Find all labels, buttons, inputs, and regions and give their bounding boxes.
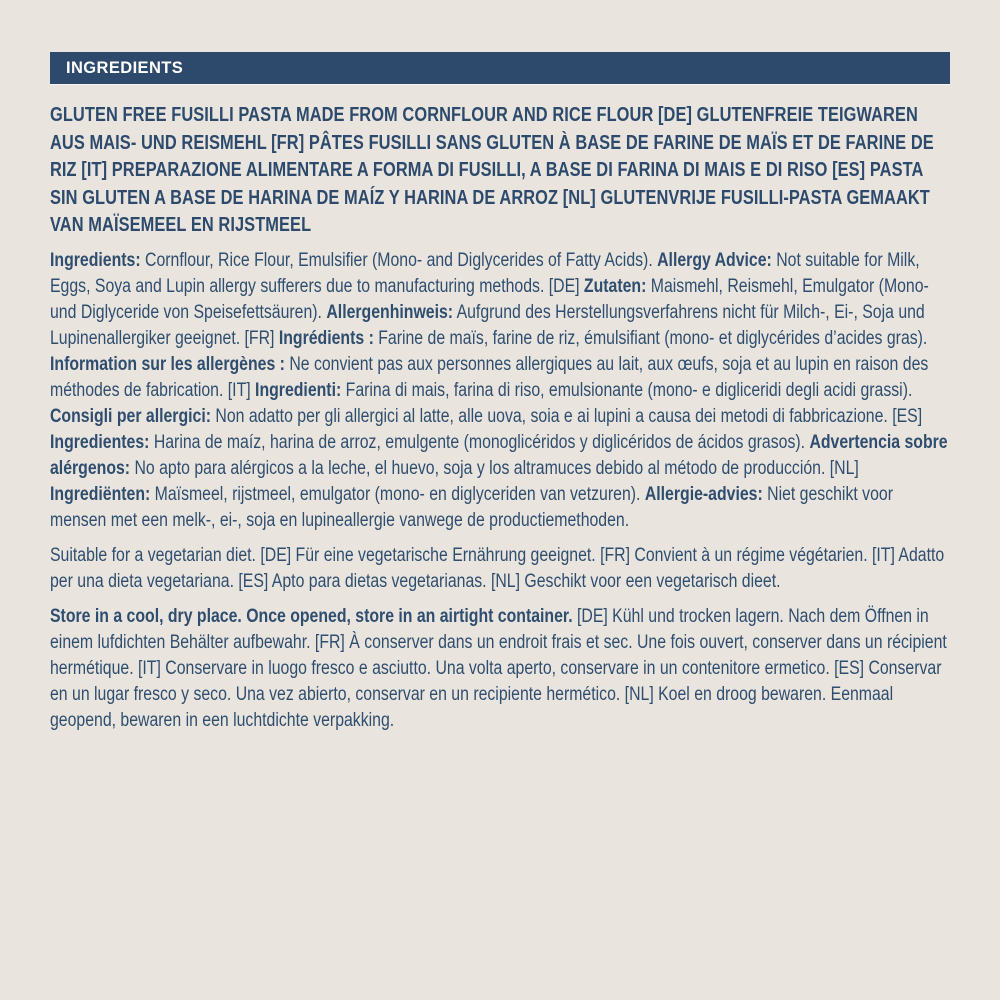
product-title-block: [50, 101, 950, 239]
product-title: GLUTEN FREE FUSILLI PASTA MADE FROM CORNFLOUR AND RICE FLOUR [DE] GLUTENFREIE TEIGWAREN AUS MAIS- UND REISMEHL [FR] PÂTES FUSILLI SANS GLUTEN À BASE DE FARINE DE MAÏS ET DE FARINE DE RIZ [IT] PREPARAZIONE ALIMENTARE A FORMA DI FUSILLI, A BASE DI FARINA DI MAIS E DI RISO [ES] PASTA SIN GLUTEN A BASE DE HARINA DE MAÍZ Y HARINA DE ARROZ [NL] GLUTENVRIJE FUSILLI-PASTA GEMAAKT VAN MAÏSEMEEL EN RIJSTMEEL: [50, 103, 934, 236]
ingredients-header-title: INGREDIENTS: [66, 58, 184, 77]
ingredients-and-allergy-paragraph-segment: Zutaten:: [583, 275, 647, 297]
ingredients-and-allergy-paragraph-segment: Farine de maïs, farine de riz, émulsifiant (mono- et diglycérides d’acides gras).: [373, 327, 928, 349]
ingredients-and-allergy-paragraph-segment: Allergy Advice:: [657, 249, 772, 271]
ingredients-and-allergy-paragraph-segment: Ne convient pas aux personnes allergiques au lait, aux œufs, soja et au lupin en raison des méthodes de fabrication. [IT]: [50, 353, 929, 401]
ingredients-and-allergy-paragraph-segment: No apto para alérgicos a la leche, el huevo, soja y los altramuces debido al método de producción. [NL]: [130, 457, 859, 479]
ingredients-and-allergy-paragraph-segment: Ingrédients :: [278, 327, 374, 349]
storage-paragraph-segment: [DE] Kühl und trocken lagern. Nach dem Öffnen in einem lufdichten Behälter aufbewahr. [FR] À conserver dans un endroit frais et sec. Une fois ouvert, conserver dans un récipient hermétique. [IT] Conservare in luogo fresco e asciutto. Una volta aperto, conservare in un contenitore ermetico. [ES] Conservar en un lugar fresco y seco. Una vez abierto, conservar en un recipiente hermético. [NL] Koel en droog bewaren. Eenmaal geopend, bewaren in een luchtdichte verpakking.: [50, 605, 947, 731]
ingredients-label: [50, 52, 950, 734]
ingredients-and-allergy-paragraph-segment: Allergie-advies:: [644, 483, 763, 505]
ingredients-and-allergy-paragraph-segment: Information sur les allergènes :: [50, 353, 285, 375]
ingredients-and-allergy-paragraph-segment: Non adatto per gli allergici al latte, alle uova, soia e ai lupini a causa dei metodi di fabbricazione. [ES]: [211, 405, 923, 427]
ingredients-and-allergy-paragraph-segment: Ingrediënten:: [50, 483, 151, 505]
label-paragraphs: [50, 248, 950, 734]
ingredients-and-allergy-paragraph-segment: Niet geschikt voor mensen met een melk-, ei-, soja en lupineallergie vanwege de productiemethoden.: [50, 483, 893, 531]
ingredients-and-allergy-paragraph-segment: Maismehl, Reismehl, Emulgator (Mono- und Diglyceride von Speisefettsäuren).: [50, 275, 929, 323]
ingredients-and-allergy-paragraph-segment: Cornflour, Rice Flour, Emulsifier (Mono- and Diglycerides of Fatty Acids).: [140, 249, 658, 271]
ingredients-and-allergy-paragraph-segment: Ingredientes:: [50, 431, 150, 453]
ingredients-and-allergy-paragraph-segment: Farina di mais, farina di riso, emulsionante (mono- e digliceridi degli acidi grassi).: [341, 379, 913, 401]
ingredients-and-allergy-paragraph-segment: Allergenhinweis:: [326, 301, 454, 323]
ingredients-and-allergy-paragraph-segment: Ingredients:: [50, 249, 141, 271]
ingredients-and-allergy-paragraph-segment: Maïsmeel, rijstmeel, emulgator (mono- en diglyceriden van vetzuren).: [150, 483, 645, 505]
ingredients-and-allergy-paragraph-segment: Ingredienti:: [255, 379, 342, 401]
ingredients-and-allergy-paragraph-segment: Advertencia sobre alérgenos:: [50, 431, 948, 479]
storage-paragraph-segment: Store in a cool, dry place. Once opened, store in an airtight container.: [50, 605, 573, 627]
ingredients-and-allergy-paragraph-segment: Harina de maíz, harina de arroz, emulgente (monoglicéridos y diglicéridos de ácidos grasos).: [149, 431, 810, 453]
vegetarian-paragraph: [50, 543, 950, 595]
ingredients-and-allergy-paragraph-segment: Consigli per allergici:: [50, 405, 212, 427]
ingredients-and-allergy-paragraph: [50, 248, 950, 534]
ingredients-and-allergy-paragraph-segment: Aufgrund des Herstellungsverfahrens nicht für Milch-, Ei-, Soja und Lupinenallergiker geeignet. [FR]: [50, 301, 925, 349]
storage-paragraph: [50, 604, 950, 734]
ingredients-and-allergy-paragraph-segment: Not suitable for Milk, Eggs, Soya and Lupin allergy sufferers due to manufacturing methods. [DE]: [50, 249, 920, 297]
vegetarian-paragraph-segment: Suitable for a vegetarian diet. [DE] Für eine vegetarische Ernährung geeignet. [FR] Convient à un régime végétarien. [IT] Adatto per una dieta vegetariana. [ES] Apto para dietas vegetarianas. [NL] Geschikt voor een vegetarisch dieet.: [50, 544, 945, 592]
ingredients-header-bar: [50, 52, 950, 84]
